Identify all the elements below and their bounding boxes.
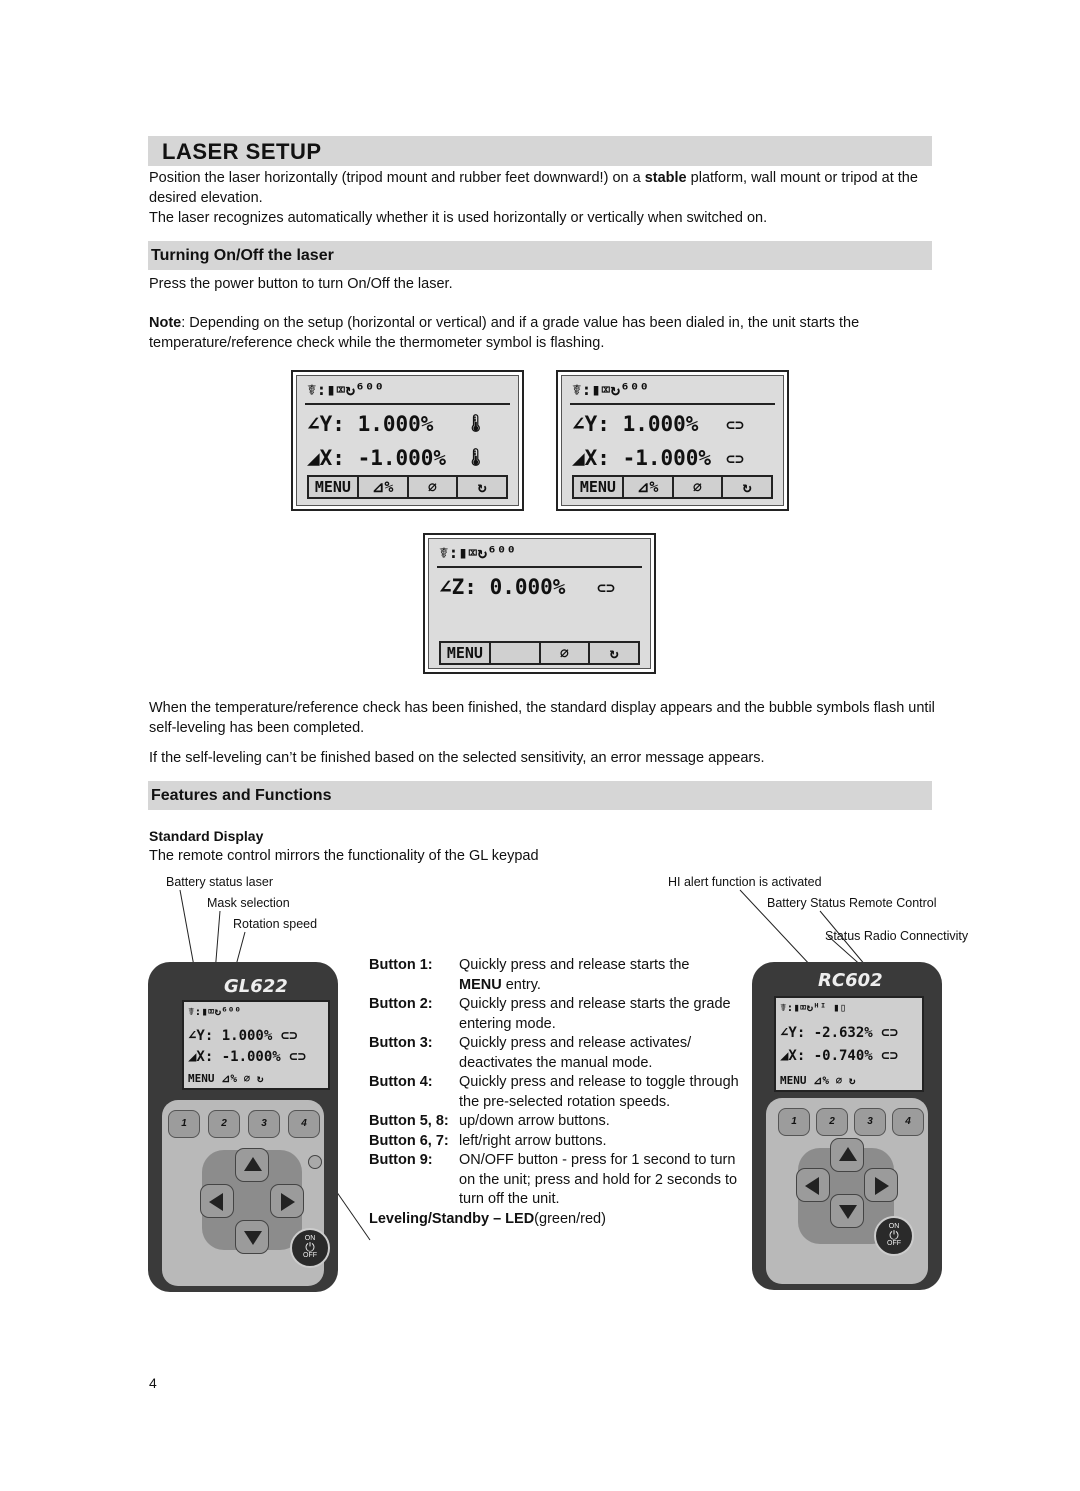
- gl-y-readout: ∠Y: 1.000% ⊂⊃: [188, 1028, 298, 1044]
- remote-mirror-text: The remote control mirrors the functionality of the GL keypad: [149, 848, 539, 864]
- softkey-manual: ⌀: [541, 643, 591, 663]
- gl-led-indicator: [308, 1155, 322, 1169]
- rc-power-button[interactable]: ON ⏻ OFF: [874, 1216, 914, 1256]
- after-check-paragraph: When the temperature/reference check has been finished, the standard display appears and the bubble symbols flash until self-leveling has been completed.: [149, 700, 935, 736]
- gl-key-3[interactable]: 3: [248, 1110, 280, 1138]
- rc-softkeys: MENU ⊿% ⌀ ↻: [780, 1074, 856, 1087]
- rc-key-2[interactable]: 2: [816, 1108, 848, 1136]
- callout-rotation: Rotation speed: [233, 917, 318, 931]
- thermometer-icon: 🌡: [465, 414, 487, 434]
- button-2-row: Button 2: Quickly press and release starts the grade entering mode.: [369, 996, 731, 1032]
- subsection-heading-features: Features and Functions: [148, 781, 932, 810]
- callout-radio: Status Radio Connectivity: [825, 929, 969, 943]
- callout-hi-alert: HI alert function is activated: [668, 875, 822, 889]
- bubble-icon: ⊂⊃: [726, 416, 745, 434]
- note-paragraph: Note: Depending on the setup (horizontal or vertical) and if a grade value has been dialed in, the unit starts the temperature/reference check while the thermometer symbol is flashing.: [149, 315, 860, 351]
- gl622-brand: GL622: [224, 976, 288, 997]
- button-6-7-row: Button 6, 7: left/right arrow buttons.: [369, 1132, 607, 1149]
- gl-x-readout: ◢X: -1.000% ⊂⊃: [188, 1049, 307, 1065]
- section-heading-laser-setup: LASER SETUP: [148, 136, 932, 166]
- error-paragraph: If the self-leveling can’t be finished based on the selected sensitivity, an error message appears.: [149, 750, 765, 766]
- gl622-lcd: [182, 1000, 330, 1090]
- rc-key-4[interactable]: 4: [892, 1108, 924, 1136]
- standard-display-subtitle: Standard Display: [149, 828, 264, 844]
- button-descriptions: [369, 956, 749, 1229]
- softkey-menu: MENU: [441, 643, 491, 663]
- callout-mask: Mask selection: [207, 896, 290, 910]
- gl-left-arrow-button[interactable]: [200, 1184, 234, 1218]
- page-number: 4: [149, 1375, 157, 1391]
- softkey-rotation: ↻: [609, 644, 619, 662]
- rc-right-arrow-button[interactable]: [864, 1168, 898, 1202]
- softkey-menu: MENU: [574, 477, 624, 497]
- callout-battery-remote: Battery Status Remote Control: [767, 896, 937, 910]
- rc-down-arrow-button[interactable]: [830, 1194, 864, 1228]
- gl-status-icons: ☤:▮⌧↻⁶⁰⁰: [188, 1005, 241, 1018]
- rc602-brand: RC602: [818, 970, 883, 991]
- y-grade-readout: ∠Y: 1.000%: [572, 412, 699, 436]
- rc-x-readout: ◢X: -0.740% ⊂⊃: [780, 1048, 899, 1064]
- rc-key-3[interactable]: 3: [854, 1108, 886, 1136]
- button-4-row: Button 4: Quickly press and release to toggle through the pre-selected rotation speeds.: [369, 1074, 739, 1110]
- status-icons: ☤:▮⌧↻⁶⁰⁰: [572, 380, 650, 399]
- y-grade-readout: ∠Y: 1.000%: [307, 412, 434, 436]
- button-3-row: Button 3: Quickly press and release activates/ deactivates the manual mode.: [369, 1035, 692, 1071]
- z-grade-readout: ∠Z: 0.000%: [439, 575, 566, 599]
- softkey-menu: MENU: [309, 477, 359, 497]
- gl-up-arrow-button[interactable]: [235, 1148, 269, 1182]
- intro-paragraph-2: The laser recognizes automatically whether it is used horizontally or vertically when switched on.: [149, 210, 768, 226]
- x-grade-readout: ◢X: -1.000%: [307, 446, 447, 470]
- subsection-heading-turning-on-off: Turning On/Off the laser: [148, 241, 932, 270]
- rc602-remote-device: [752, 962, 942, 1290]
- softkey-grade: ⊿%: [359, 477, 409, 497]
- softkey-rotation: ↻: [742, 478, 752, 496]
- bubble-icon: ⊂⊃: [597, 579, 616, 597]
- rc-up-arrow-button[interactable]: [830, 1138, 864, 1172]
- bubble-icon: ⊂⊃: [726, 450, 745, 468]
- intro-paragraph-1: Position the laser horizontally (tripod mount and rubber feet downward!) on a stable platform, wall mount or tripod at the desired elevation.: [149, 170, 918, 206]
- power-instruction: Press the power button to turn On/Off the laser.: [149, 276, 453, 292]
- led-row: Leveling/Standby – LED (green/red): [369, 1210, 606, 1227]
- gl622-keypad-device: [148, 962, 338, 1292]
- x-grade-readout: ◢X: -1.000%: [572, 446, 712, 470]
- button-1-row: Button 1: Quickly press and release starts the MENU entry.: [369, 957, 690, 993]
- rc-status-icons: ☤:▮⌧↻ᴴᴵ ▮▯: [780, 1001, 847, 1014]
- button-9-row: Button 9: ON/OFF button - press for 1 second to turn on the unit; press and hold for 2 seconds to turn off the unit.: [369, 1152, 738, 1207]
- softkey-manual: ⌀: [674, 477, 724, 497]
- gl-power-button[interactable]: ON ⏻ OFF: [290, 1228, 330, 1268]
- softkey-rotation: ↻: [477, 478, 487, 496]
- status-icons: ☤:▮⌧↻⁶⁰⁰: [307, 380, 385, 399]
- rc-key-1[interactable]: 1: [778, 1108, 810, 1136]
- thermometer-icon: 🌡: [465, 448, 487, 468]
- rc-y-readout: ∠Y: -2.632% ⊂⊃: [780, 1025, 899, 1041]
- button-5-8-row: Button 5, 8: up/down arrow buttons.: [369, 1113, 610, 1129]
- softkey-manual: ⌀: [409, 477, 459, 497]
- gl-key-1[interactable]: 1: [168, 1110, 200, 1138]
- callout-battery-laser: Battery status laser: [166, 875, 273, 889]
- gl-softkeys: MENU ⊿% ⌀ ↻: [188, 1072, 264, 1085]
- gl-key-4[interactable]: 4: [288, 1110, 320, 1138]
- rc602-lcd: [774, 996, 924, 1092]
- softkey-grade: ⊿%: [624, 477, 674, 497]
- status-icons: ☤:▮⌧↻⁶⁰⁰: [439, 543, 517, 562]
- gl-down-arrow-button[interactable]: [235, 1220, 269, 1254]
- gl-right-arrow-button[interactable]: [270, 1184, 304, 1218]
- rc-left-arrow-button[interactable]: [796, 1168, 830, 1202]
- gl-key-2[interactable]: 2: [208, 1110, 240, 1138]
